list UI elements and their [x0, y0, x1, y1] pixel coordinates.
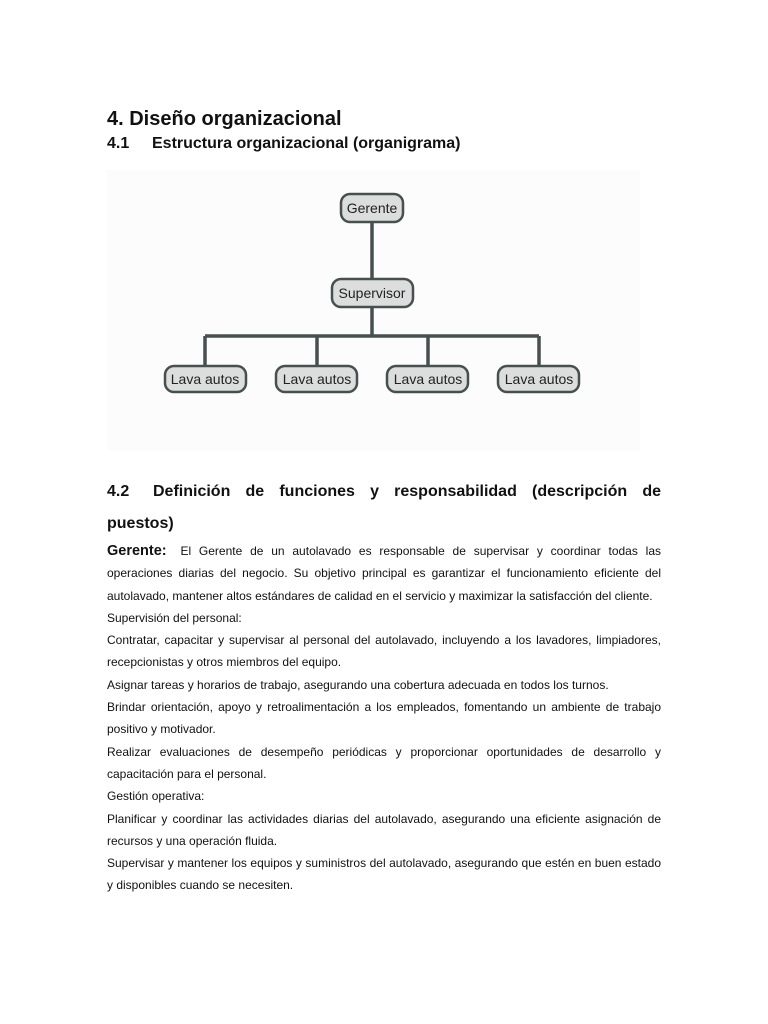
- paragraph: Planificar y coordinar las actividades diarias del autolavado, asegurando una eficiente asignación de recursos y una operación fluida.: [107, 811, 661, 848]
- org-node-lava-autos-2: [276, 366, 357, 392]
- paragraph: Gestión operativa:: [107, 789, 205, 804]
- subsection-heading-4-2: [107, 476, 661, 540]
- paragraph: Realizar evaluaciones de desempeño periódicas y proporcionar oportunidades de desarrollo y capacitación para el personal.: [107, 744, 661, 781]
- paragraph: Brindar orientación, apoyo y retroalimentación a los empleados, fomentando un ambiente de trabajo positivo y motivador.: [107, 700, 661, 737]
- paragraph: Supervisar y mantener los equipos y suministros del autolavado, asegurando que estén en buen estado y disponibles cuando se necesiten.: [107, 856, 661, 893]
- org-node-gerente: [341, 194, 403, 222]
- org-node-supervisor: [332, 279, 413, 307]
- org-node-lava-autos-3: [387, 366, 468, 392]
- section-heading: 4. Diseño organizacional: [107, 108, 342, 130]
- subsection-title: Definición de funciones y responsabilidad (descripción de puestos): [107, 483, 661, 532]
- gerente-description: El Gerente de un autolavado es responsable de supervisar y coordinar todas las operaciones diarias del negocio. Su objetivo principal es garantizar el funcionamiento eficiente del autolavado, mantener altos estándares de calidad en el servicio y maximizar la satisfacción del cliente.: [107, 544, 661, 603]
- paragraph: Supervisión del personal:: [107, 610, 242, 625]
- org-chart-svg: [107, 170, 640, 450]
- gerente-label: Gerente:: [107, 543, 167, 559]
- org-node-lava-autos-1: [165, 366, 246, 392]
- org-node-leaf-label: Lava autos: [393, 371, 463, 387]
- paragraph-gerente: [107, 540, 661, 607]
- org-node-gerente-label: Gerente: [346, 200, 398, 216]
- org-node-supervisor-label: Supervisor: [338, 285, 406, 301]
- org-node-lava-autos-4: [498, 366, 579, 392]
- org-node-leaf-label: Lava autos: [282, 371, 352, 387]
- org-node-leaf-label: Lava autos: [504, 371, 574, 387]
- subsection-number: 4.1: [107, 135, 130, 152]
- subsection-title: Estructura organizacional (organigrama): [152, 135, 461, 152]
- paragraph: Asignar tareas y horarios de trabajo, asegurando una cobertura adecuada en todos los turnos.: [107, 677, 609, 692]
- subsection-heading-4-1: [107, 133, 461, 155]
- paragraph: Contratar, capacitar y supervisar al personal del autolavado, incluyendo a los lavadores, limpiadores, recepcionistas y otros miembros del equipo.: [107, 633, 661, 670]
- body-text: [107, 540, 661, 897]
- org-chart: [107, 170, 640, 450]
- org-node-leaf-label: Lava autos: [170, 371, 240, 387]
- subsection-number: 4.2: [107, 483, 130, 500]
